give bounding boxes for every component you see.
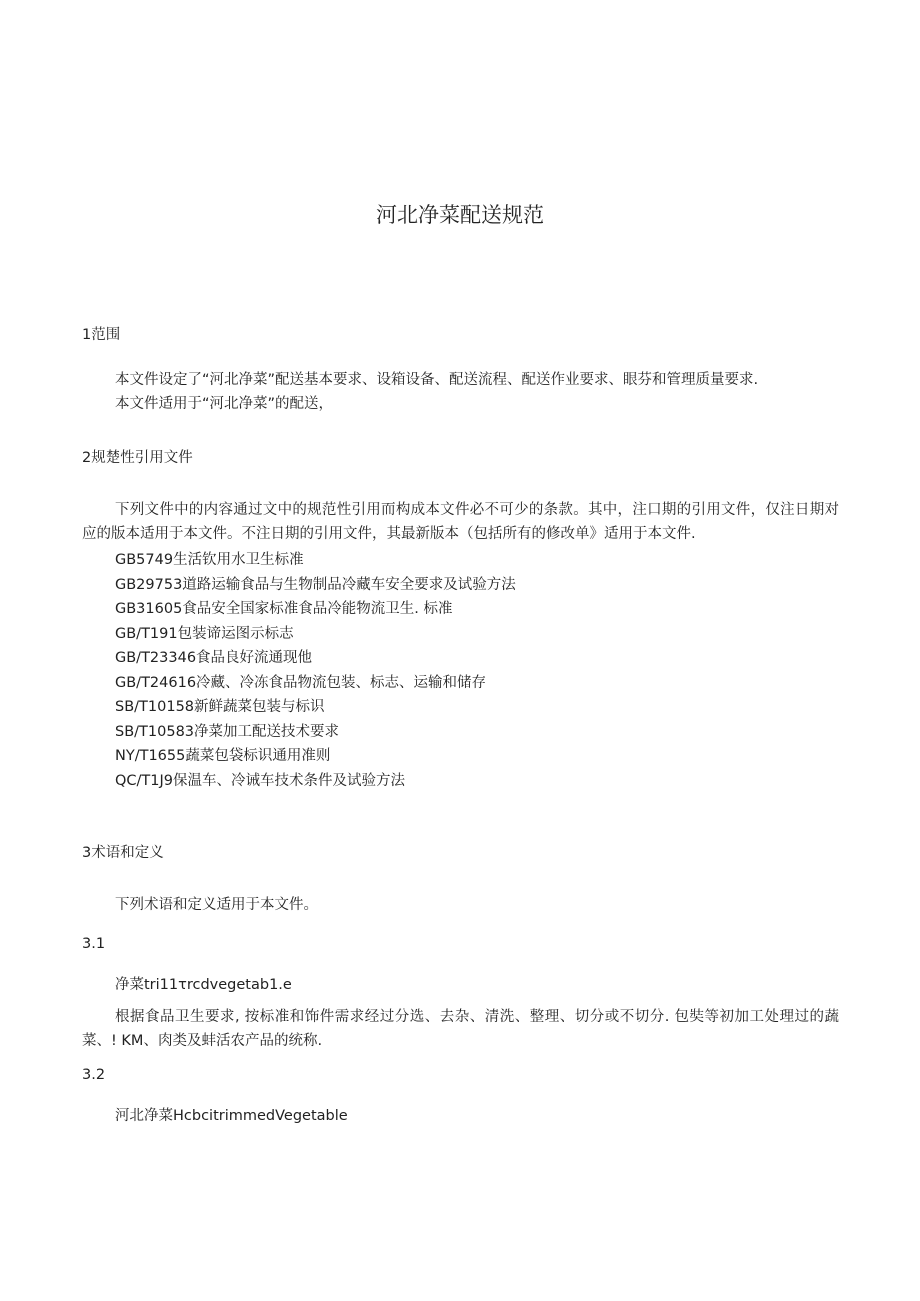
term-3-2-number: 3.2 [82,1067,106,1083]
reference-item: GB/T24616冷藏、冷冻食品物流包装、标志、运输和储存 [115,675,487,691]
section-1-paragraph-2: 本文件适用于“河北净菜”的配送， [115,396,334,412]
reference-item: SB/T10583净菜加工配送技术要求 [115,724,340,740]
term-3-2-title: 河北净菜HcbcitrimmedVegetable [115,1108,348,1124]
reference-item: SB/T10158新鲜蔬菜包装与标识 [115,699,325,715]
term-3-1-number: 3.1 [82,936,106,952]
term-3-1-definition: 根据食品卫生要求, 按标准和饰件需求经过分选、去杂、清洗、整理、切分或不切分. 包奘等初加工处理过的蔬菜、! KM、肉类及蚌活农产品的统称. [82,1009,839,1049]
term-3-1-title: 净菜tri11τrcdvegetab1.e [115,977,292,993]
reference-item: GB5749生活钦用水卫生标准 [115,552,304,568]
section-3-heading: 3术语和定义 [82,845,164,861]
reference-item: GB29753道路运输食品与生物制品冷藏车安全要求及试验方法 [115,577,516,593]
section-2-intro: 下列文件中的内容通过文中的规范性引用而构成本文件必不可少的条款。其中，注口期的引用文件，仅注日期对应的版本适用于本文件。不注日期的引用文件，其最新版本（包括所有的修改单》适用于本文件. [82,502,839,542]
section-1-paragraph-1: 本文件设定了“河北净菜”配送基本要求、设箱设备、配送流程、配送作业要求、眼芬和管理质量要求. [115,372,759,388]
document-title: 河北净菜配送规范 [376,203,544,227]
reference-item: GB31605食品安全国家标准食品冷能物流卫生. 标准 [115,601,453,617]
section-2-heading: 2规楚性引用文件 [82,450,193,466]
section-1-heading: 1范围 [82,327,121,343]
section-3-intro: 下列术语和定义适用于本文件。 [115,897,318,913]
reference-item: GB/T191包装谛运图示标志 [115,626,294,642]
reference-item: NY/T1655蔬菜包袋标识通用准则 [115,748,331,764]
reference-item: GB/T23346食品良好流通现他 [115,650,313,666]
reference-item: QC/T1J9保温车、冷诫车技术条件及试验方法 [115,773,406,789]
